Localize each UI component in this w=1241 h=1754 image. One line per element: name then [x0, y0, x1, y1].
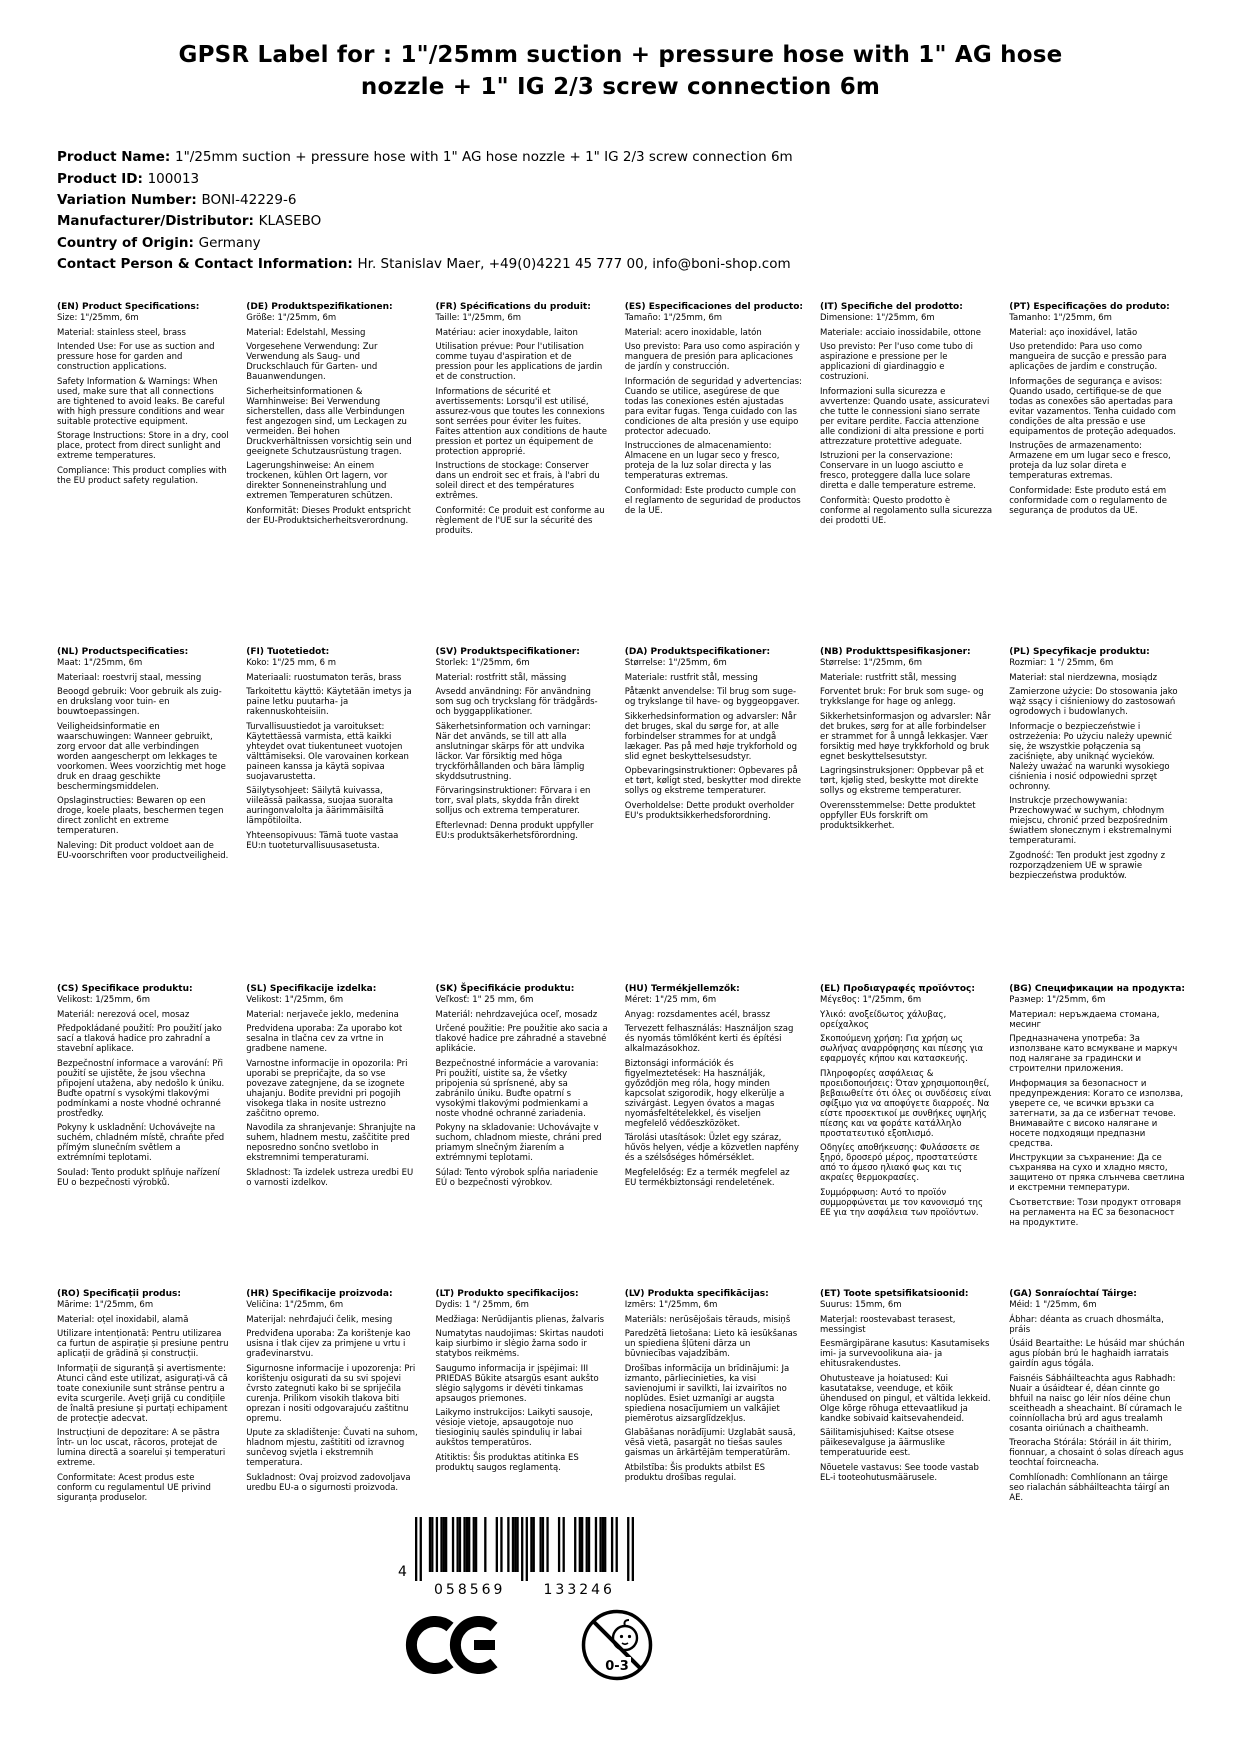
compliance-symbols	[402, 1608, 1241, 1682]
lang-block-lt	[436, 1289, 608, 1472]
lang-block-da-para-1: Materiale: rustfrit stål, messing	[624, 672, 758, 683]
lang-block-heading-pt: (PT) Especificações do produto:	[1009, 302, 1170, 313]
lang-block-lv-para-0: Izmērs: 1"/25mm, 6m	[624, 1300, 718, 1311]
lang-block-nl-para-1: Materiaal: roestvrij staal, messing	[57, 672, 202, 683]
lang-block-heading-sk: (SK) Špecifikácie produktu:	[435, 984, 575, 995]
lang-block-el-para-4: Οδηγίες αποθήκευσης: Φυλάσσετε σε ξηρό, δροσερό μέρος, προστατεύστε από το άμεσο ηλιακό φως και τις ακραίες θερμοκρασίες.	[820, 1143, 980, 1184]
lang-block-de-para-4: Lagerungshinweise: An einem trockenen, kühlen Ort lagern, vor direkter Sonneneinstrahlung und extremen Temperaturen schützen.	[246, 461, 393, 502]
lang-block-nb-para-2: Forventet bruk: For bruk som suge- og trykkslange for hage og anlegg.	[820, 687, 984, 708]
lang-block-heading-nb: (NB) Produkttspesifikasjoner:	[820, 647, 971, 658]
lang-block-nl	[57, 647, 229, 860]
lang-block-it-para-4: Istruzioni per la conservazione: Conservare in un luogo asciutto e fresco, proteggere dalla luce solare diretta e dalle temperature estreme.	[820, 451, 976, 492]
lang-block-fr-para-0: Taille: 1"/25mm, 6m	[435, 313, 522, 324]
lang-block-pt-para-4: Instruções de armazenamento: Armazene em um lugar seco e fresco, proteja da luz solar direta e temperaturas extremas.	[1009, 441, 1171, 482]
lang-block-fr-para-3: Informations de sécurité et avertissements: Lorsqu'il est utilisé, assurez-vous que toutes les connexions sont serrées pour éviter les fuites. Faites attention aux conditions de haute pression et portez un équipement de protection approprié.	[435, 386, 607, 457]
lang-block-hr-para-3: Sigurnosne informacije i upozorenja: Pri korištenju osigurati da su svi spojevi čvrsto zategnuti kako bi se spriječila curenja. Prilikom visokih tlakova biti oprezan i nositi odgovarajuću zaštitnu opremu.	[246, 1363, 416, 1424]
lang-block-fi-para-0: Koko: 1"/25 mm, 6 m	[246, 658, 337, 669]
lang-block-lv	[625, 1289, 803, 1482]
lang-block-pt-para-0: Tamanho: 1"/25mm, 6m	[1009, 313, 1112, 324]
lang-block-et-para-2: Eesmärgipärane kasutus: Kasutamiseks imi- ja survevoolikuna aia- ja ehitusrakendustes.	[820, 1339, 990, 1370]
lang-block-bg-para-1: Материал: неръждаема стомана, месинг	[1009, 1009, 1160, 1030]
lang-block-heading-fr: (FR) Spécifications du produit:	[435, 302, 591, 313]
lang-block-hr-para-2: Predviđena uporaba: Za korištenje kao usisna i tlak cijev za primjene u vrtu i građevinarstvu.	[246, 1329, 411, 1360]
lang-block-de-para-1: Material: Edelstahl, Messing	[246, 327, 366, 338]
lang-block-es-para-3: Información de seguridad y advertencias: Cuando se utilice, asegúrese de que todas las conexiones estén ajustadas para evitar fugas. Tenga cuidado con las condiciones de alta presión y use equipo protector adecuado.	[624, 376, 802, 437]
lang-block-heading-bg: (BG) Спецификации на продукта:	[1009, 984, 1185, 995]
lang-block-cs-para-0: Velikost: 1/25mm, 6m	[57, 995, 150, 1006]
ce-mark-icon	[402, 1616, 502, 1674]
info-label: Manufacturer/Distributor:	[57, 213, 259, 230]
lang-block-sk-para-0: Veľkosť: 1" 25 mm, 6m	[435, 995, 534, 1006]
lang-block-fr-para-5: Conformité: Ce produit est conforme au règlement de l'UE sur la sécurité des produits.	[435, 505, 605, 536]
lang-block-sl-para-5: Skladnost: Ta izdelek ustreza uredbi EU o varnosti izdelkov.	[246, 1167, 414, 1188]
lang-block-pt-para-5: Conformidade: Este produto está em conformidade com o regulamento de segurança de produtos da UE.	[1009, 485, 1168, 516]
lang-block-it-para-5: Conformità: Questo prodotto è conforme al regolamento sulla sicurezza dei prodotti UE.	[820, 495, 993, 526]
lang-block-en-para-1: Material: stainless steel, brass	[57, 327, 186, 338]
lang-block-en-para-0: Size: 1"/25mm, 6m	[57, 313, 139, 324]
lang-block-sv-para-1: Material: rostfritt stål, mässing	[435, 672, 567, 683]
lang-block-heading-it: (IT) Specifiche del prodotto:	[820, 302, 963, 313]
lang-block-heading-ro: (RO) Specificații produs:	[57, 1289, 181, 1300]
lang-block-fr	[436, 302, 608, 535]
lang-block-nl-para-3: Veiligheidsinformatie en waarschuwingen: Wanneer gebruikt, zorg ervoor dat alle verbindingen worden aangescherpt om lekkages te voorkomen. Wees voorzichtig met hoge druk en draag geschikte beschermingsmiddelen.	[57, 721, 226, 792]
lang-block-pt-para-1: Material: aço inoxidável, latão	[1009, 327, 1138, 338]
lang-block-et-para-5: Nõuetele vastavus: See toode vastab EL-i tooteohutusmäärusele.	[820, 1462, 979, 1483]
lang-block-heading-sl: (SL) Specifikacije izdelka:	[246, 984, 377, 995]
svg-text:0-3: 0-3	[605, 1658, 629, 1674]
lang-block-el-para-0: Μέγεθος: 1"/25mm, 6m	[820, 995, 922, 1006]
lang-block-hr	[246, 1289, 418, 1492]
lang-block-hu-para-0: Méret: 1"/25 mm, 6m	[624, 995, 717, 1006]
lang-block-en-para-2: Intended Use: For use as suction and pressure hose for garden and construction applications.	[57, 342, 215, 373]
lang-block-de	[246, 302, 418, 525]
lang-block-et-para-4: Säilitamisjuhised: Kaitse otsese päikesevalguse ja äärmuslike temperatuuride eest.	[820, 1428, 954, 1459]
lang-block-sl-para-1: Material: nerjaveče jeklo, medenina	[246, 1009, 399, 1020]
lang-block-fi-para-2: Tarkoitettu käyttö: Käytetään imetys ja paine letku puutarha- ja rakennuskohteisiin.	[246, 687, 412, 718]
lang-block-pt-para-3: Informações de segurança e avisos: Quando usado, certifique-se de que todas as conexões são apertadas para evitar vazamentos. Tenha cuidado com condições de alta pressão e use equipamentos de proteção adequados.	[1009, 376, 1176, 437]
lang-block-heading-fi: (FI) Tuotetiedot:	[246, 647, 330, 658]
lang-block-hr-para-1: Materijal: nehrđajući čelik, mesing	[246, 1314, 393, 1325]
info-label: Product Name:	[57, 149, 175, 166]
lang-block-hu-para-1: Anyag: rozsdamentes acél, brassz	[624, 1009, 771, 1020]
lang-block-ga	[1009, 1289, 1185, 1502]
lang-block-el-para-2: Σκοπούμενη χρήση: Για χρήση ως σωλήνας αναρρόφησης και πίεσης για εφαρμογές κήπου και κατασκευής.	[820, 1034, 984, 1065]
lang-block-lt-para-2: Numatytas naudojimas: Skirtas naudoti kaip siurbimo ir slėgio žarna sodo ir statybos reikmėms.	[435, 1329, 604, 1360]
lang-block-es	[625, 302, 803, 515]
lang-block-lv-para-3: Drošības informācija un brīdinājumi: Ja izmanto, pārliecinieties, ka visi savienojumi ir savilkti, lai izvairītos no noplūdes. Esiet uzmanīgi ar augsta spiediena nosacījumiem un valkājiet piemērotus aizsarglīdzekļus.	[624, 1363, 790, 1424]
lang-block-sv-para-3: Säkerhetsinformation och varningar: När det används, se till att alla anslutningar skärps för att undvika läckor. Var försiktig med höga tryckförhållanden och bära lämplig skyddsutrustning.	[435, 721, 591, 782]
lang-block-fi-para-1: Materiaali: ruostumaton teräs, brass	[246, 672, 402, 683]
barcode-leading-digit: 4	[398, 1563, 407, 1580]
lang-block-de-para-3: Sicherheitsinformationen & Warnhinweise: Bei Verwendung sicherstellen, dass alle Verbindungen fest angezogen sind, um Leckagen zu vermeiden. Bei hohen Druckverhältnissen vorsichtig sein und geeignete Schutzausrüstung tragen.	[246, 386, 412, 457]
lang-block-lt-para-4: Laikymo instrukcijos: Laikyti sausoje, vėsioje vietoje, apsaugotoje nuo tiesioginių saulės spindulių ir labai aukštos temperatūros.	[435, 1408, 593, 1449]
lang-block-hr-para-4: Upute za skladištenje: Čuvati na suhom, hladnom mjestu, zaštititi od izravnog sunčevog svjetla i ekstremnih temperatura.	[246, 1428, 418, 1469]
lang-block-cs	[57, 984, 229, 1187]
lang-block-heading-ga: (GA) Sonraíochtaí Táirge:	[1009, 1289, 1137, 1300]
lang-block-nb-para-5: Overensstemmelse: Dette produktet oppfyller EUs forskrift om produktsikkerhet.	[820, 800, 976, 831]
lang-block-sv-para-2: Avsedd användning: För användning som sug och tryckslang för trädgårds- och byggapplikationer.	[435, 687, 598, 718]
lang-block-heading-sv: (SV) Produktspecifikationer:	[435, 647, 580, 658]
lang-block-lv-para-4: Glabāšanas norādījumi: Uzglabāt sausā, vēsā vietā, pasargāt no tiešas saules gaismas un ārkārtējām temperatūrām.	[624, 1428, 796, 1459]
lang-block-heading-et: (ET) Toote spetsifikatsioonid:	[820, 1289, 969, 1300]
lang-block-de-para-2: Vorgesehene Verwendung: Zur Verwendung als Saug- und Druckschlauch für Garten- und Bauanwendungen.	[246, 342, 378, 383]
lang-block-hu	[625, 984, 803, 1187]
lang-block-it	[820, 302, 992, 525]
lang-block-en	[57, 302, 229, 485]
lang-block-ro-para-0: Mărime: 1"/25mm, 6m	[57, 1300, 154, 1311]
lang-block-cs-para-1: Materiál: nerezová ocel, mosaz	[57, 1009, 190, 1020]
product-info-line-2	[57, 190, 1241, 211]
product-info-line-5	[57, 254, 1241, 275]
lang-block-et-para-1: Materjal: roostevabast terasest, messingist	[820, 1314, 956, 1335]
lang-block-heading-de: (DE) Produktspezifikationen:	[246, 302, 393, 313]
lang-block-nl-para-2: Beoogd gebruik: Voor gebruik als zuig- en drukslang voor tuin- en bouwtoepassingen.	[57, 687, 222, 718]
lang-block-nb	[820, 647, 992, 830]
info-label: Contact Person & Contact Information:	[57, 256, 358, 273]
lang-block-it-para-1: Materiale: acciaio inossidabile, ottone	[820, 327, 981, 338]
lang-block-sk-para-5: Súlad: Tento výrobok spĺňa nariadenie EÚ o bezpečnosti výrobkov.	[435, 1167, 598, 1188]
lang-block-sk-para-3: Bezpečnostné informácie a varovania: Pri použití, uistite sa, že všetky pripojenia sú sprísnené, aby sa zabránilo úniku. Buďte opatrní s vysokými tlakovými podmienkami a noste vhodné ochranné zariadenia.	[435, 1058, 599, 1119]
lang-block-nl-para-5: Naleving: Dit product voldoet aan de EU-voorschriften voor productveiligheid.	[57, 840, 229, 861]
lang-block-et-para-0: Suurus: 15mm, 6m	[820, 1300, 902, 1311]
lang-block-hu-para-4: Tárolási utasítások: Üzlet egy száraz, hűvös helyen, védje a közvetlen napfény és a szélsőséges hőmérséklet.	[624, 1133, 799, 1164]
lang-block-pl	[1009, 647, 1185, 880]
lang-block-da	[625, 647, 803, 820]
lang-block-da-para-2: Påtænkt anvendelse: Til brug som suge- og trykslange til have- og byggeopgaver.	[624, 687, 800, 708]
lang-block-ro-para-2: Utilizare intenționată: Pentru utilizarea ca furtun de aspirație și presiune pentru aplicații de grădină și construcții.	[57, 1329, 229, 1360]
lang-block-it-para-0: Dimensione: 1"/25mm, 6m	[820, 313, 935, 324]
lang-block-pl-para-0: Rozmiar: 1 "/ 25mm, 6m	[1009, 658, 1114, 669]
lang-block-es-para-2: Uso previsto: Para uso como aspiración y manguera de presión para aplicaciones de jardín y construcción.	[624, 342, 800, 373]
barcode-left-group: 058569	[434, 1581, 506, 1598]
info-label: Variation Number:	[57, 192, 202, 209]
lang-block-bg-para-2: Предназначена употреба: За използване като всмукване и маркуч под налягане за градински и строителни приложения.	[1009, 1034, 1178, 1075]
lang-block-hu-para-2: Tervezett felhasználás: Használjon szag és nyomás tömlőként kerti és építési alkalmazásokhoz.	[624, 1024, 794, 1055]
product-info-line-0	[57, 147, 1241, 168]
lang-block-ro-para-4: Instrucțiuni de depozitare: A se păstra într- un loc uscat, răcoros, protejat de lumina directă a soarelui și temperaturi extreme.	[57, 1428, 226, 1469]
age-warning-0-3-icon	[580, 1608, 654, 1682]
lang-block-el	[820, 984, 992, 1217]
lang-block-sv-para-0: Storlek: 1"/25mm, 6m	[435, 658, 530, 669]
lang-block-da-para-3: Sikkerhedsinformation og advarsler: Når det bruges, skal du sørge for, at alle forbindelser strammes for at undgå lækager. Pas på med høje trykforhold og slid egnet beskyttelsesudstyr.	[624, 711, 798, 762]
lang-block-nl-para-0: Maat: 1"/25mm, 6m	[57, 658, 143, 669]
lang-block-lt-para-1: Medžiaga: Nerūdijantis plienas, žalvaris	[435, 1314, 605, 1325]
lang-block-pl-para-5: Zgodność: Ten produkt jest zgodny z rozporządzeniem UE w sprawie bezpieczeństwa produktów.	[1009, 850, 1166, 881]
page-title: GPSR Label for : 1"/25mm suction + pressure hose with 1" AG hose nozzle + 1" IG 2/3 screw connection 6m	[178, 42, 1063, 100]
lang-block-el-para-1: Υλικό: ανοξείδωτος χάλυβας, ορείχαλκος	[820, 1009, 947, 1030]
lang-block-lt-para-0: Dydis: 1 "/ 25mm, 6m	[435, 1300, 529, 1311]
product-info-line-3	[57, 211, 1241, 232]
lang-block-heading-hu: (HU) Termékjellemzők:	[624, 984, 740, 995]
lang-block-bg	[1009, 984, 1185, 1227]
info-value: Germany	[198, 234, 261, 251]
lang-block-lv-para-1: Materiāls: nerūsējošais tērauds, misiņš	[624, 1314, 791, 1325]
lang-block-ga-para-2: Úsáid Beartaithe: Le húsáid mar shúchán agus píobán brú le haghaidh iarratais gairdín agus tógála.	[1009, 1339, 1185, 1370]
product-info	[57, 147, 1241, 275]
lang-block-en-para-5: Compliance: This product complies with the EU product safety regulation.	[57, 465, 227, 486]
language-grid	[57, 302, 1185, 1502]
lang-block-da-para-5: Overholdelse: Dette produkt overholder EU's produktsikkerhedsforordning.	[624, 800, 795, 821]
lang-block-ro-para-5: Conformitate: Acest produs este conform cu regulamentul UE privind siguranța produselor.	[57, 1472, 211, 1503]
lang-block-nb-para-4: Lagringsinstruksjoner: Oppbevar på et tørt, kjølig sted, beskytte mot direkte sollys og ekstreme temperaturer.	[820, 766, 984, 797]
lang-block-nb-para-0: Størrelse: 1"/25mm, 6m	[820, 658, 923, 669]
lang-block-en-para-3: Safety Information & Warnings: When used, make sure that all connections are tightened to avoid leaks. Be careful with high pressure conditions and wear suitable protective equipment.	[57, 376, 225, 427]
lang-block-hr-para-0: Veličina: 1"/25mm, 6m	[246, 1300, 344, 1311]
lang-block-ga-para-0: Méid: 1 "/25mm, 6m	[1009, 1300, 1097, 1311]
lang-block-fi-para-4: Säilytysohjeet: Säilytä kuivassa, viileässä paikassa, suojaa suoralta auringonvalolta ja äärimmäisiltä lämpötiloilta.	[246, 786, 394, 827]
lang-block-heading-lv: (LV) Produkta specifikācijas:	[624, 1289, 769, 1300]
info-value: 100013	[147, 170, 200, 187]
product-info-line-1	[57, 169, 1241, 190]
barcode	[398, 1517, 658, 1598]
lang-block-heading-nl: (NL) Productspecificaties:	[57, 647, 189, 658]
lang-block-pl-para-2: Zamierzone użycie: Do stosowania jako wąż ssący i ciśnieniowy do zastosowań ogrodowych i budowlanych.	[1009, 687, 1178, 718]
lang-block-fr-para-2: Utilisation prévue: Pour l'utilisation comme tuyau d'aspiration et de pression pour les applications de jardin et de construction.	[435, 342, 603, 383]
lang-block-ro	[57, 1289, 229, 1502]
lang-block-pt	[1009, 302, 1185, 515]
lang-block-sv-para-5: Efterlevnad: Denna produkt uppfyller EU:s produktsäkerhetsförordning.	[435, 820, 594, 841]
lang-block-sv-para-4: Förvaringsinstruktioner: Förvara i en torr, sval plats, skydda från direkt solljus och extrema temperaturer.	[435, 786, 591, 817]
lang-block-heading-el: (EL) Προδιαγραφές προϊόντος:	[820, 984, 975, 995]
lang-block-fi	[246, 647, 418, 850]
lang-block-heading-es: (ES) Especificaciones del producto:	[624, 302, 803, 313]
lang-block-pt-para-2: Uso pretendido: Para uso como mangueira de sucção e pressão para aplicações de jardim e construção.	[1009, 342, 1167, 373]
lang-block-en-para-4: Storage Instructions: Store in a dry, cool place, protect from direct sunlight and extreme temperatures.	[57, 431, 229, 462]
barcode-right-group: 133246	[543, 1581, 615, 1598]
lang-block-cs-para-5: Soulad: Tento produkt splňuje nařízení EU o bezpečnosti výrobků.	[57, 1167, 220, 1188]
lang-block-nl-para-4: Opslaginstructies: Bewaren op een droge, koele plaats, beschermen tegen direct zonlicht en extreme temperaturen.	[57, 796, 224, 837]
lang-block-sk-para-2: Určené použitie: Pre použitie ako sacia a tlakové hadice pre záhradné a stavebné aplikácie.	[435, 1024, 608, 1055]
lang-block-el-para-3: Πληροφορίες ασφάλειας & προειδοποιήσεις: Όταν χρησιμοποιηθεί, βεβαιωθείτε ότι όλες οι συνδέσεις είναι σφίξιμο για να αποφύγετε διαρροές. Να είστε προσεκτικοί με συνθήκες υψηλής πίεσης και να φοράτε κατάλληλο προστατευτικό εξοπλισμό.	[820, 1068, 992, 1139]
lang-block-fr-para-1: Matériau: acier inoxydable, laiton	[435, 327, 578, 338]
lang-block-de-para-5: Konformität: Dieses Produkt entspricht der EU-Produktsicherheitsverordnung.	[246, 505, 411, 526]
lang-block-sl-para-2: Predvidena uporaba: Za uporabo kot sesalna in tlačna cev za vrtne in gradbene namene.	[246, 1024, 403, 1055]
lang-block-ro-para-1: Material: oțel inoxidabil, alamă	[57, 1314, 189, 1325]
lang-block-nb-para-3: Sikkerhetsinformasjon og advarsler: Når det brukes, sørg for at alle forbindelser er strammet for å unngå lekkasjer. Vær forsiktig med høye trykkforhold og bruk egnet beskyttelsesutstyr.	[820, 711, 991, 762]
lang-block-sk-para-1: Materiál: nehrdzavejúca oceľ, mosadz	[435, 1009, 598, 1020]
lang-block-bg-para-0: Размер: 1"/25mm, 6m	[1009, 995, 1106, 1006]
lang-block-lv-para-2: Paredzētā lietošana: Lieto kā iesūkšanas un spiediena šļūteni dārza un būvniecības vajadzībām.	[624, 1329, 798, 1360]
lang-block-es-para-1: Material: acero inoxidable, latón	[624, 327, 762, 338]
lang-block-et	[820, 1289, 992, 1482]
info-value: BONI-42229-6	[201, 192, 297, 209]
lang-block-sk-para-4: Pokyny na skladovanie: Uchovávajte v suchom, chladnom mieste, chráni pred priamym slnečným žiarením a extrémnymi teplotami.	[435, 1123, 602, 1164]
info-label: Product ID:	[57, 170, 148, 187]
info-label: Country of Origin:	[57, 234, 199, 251]
lang-block-es-para-4: Instrucciones de almacenamiento: Almacene en un lugar seco y fresco, proteja de la luz solar directa y las temperaturas extremas.	[624, 441, 780, 482]
lang-block-it-para-3: Informazioni sulla sicurezza e avvertenze: Quando usate, assicuratevi che tutte le connessioni siano serrate per evitare perdite. Faccia attenzione alle condizioni di alta pressione e porti attrezzature protettive adeguate.	[820, 386, 990, 447]
lang-block-hu-para-3: Biztonsági információk és figyelmeztetések: Ha használják, győződjön meg róla, hogy minden kapcsolat szigorodik, hogy elkerülje a szivárgást. Legyen óvatos a magas nyomásfeltételekkel, és viseljen megfelelő védőeszközöket.	[624, 1058, 785, 1129]
product-info-line-4	[57, 233, 1241, 254]
lang-block-sv	[436, 647, 608, 840]
lang-block-heading-cs: (CS) Specifikace produktu:	[57, 984, 193, 995]
lang-block-bg-para-4: Инструкции за съхранение: Да се съхранява на сухо и хладно място, защитено от пряка слънчева светлина и екстремни температури.	[1009, 1153, 1185, 1194]
lang-block-el-para-5: Συμμόρφωση: Αυτό το προϊόν συμμορφώνεται με τον κανονισμό της ΕΕ για την ασφάλεια των προϊόντων.	[820, 1187, 983, 1218]
lang-block-hr-para-5: Sukladnost: Ovaj proizvod zadovoljava uredbu EU-a o sigurnosti proizvoda.	[246, 1472, 411, 1493]
lang-block-cs-para-4: Pokyny k uskladnění: Uchovávejte na suchém, chladném místě, chraňte před přímým slunečním světlem a extrémními teplotami.	[57, 1123, 225, 1164]
lang-block-ro-para-3: Informații de siguranță și avertismente: Atunci când este utilizat, asigurați-vă că toate conexiunile sunt strânse pentru a evita scurgerile. Aveți grijă cu condițiile de înaltă presiune și purtați echipament de protecție adecvat.	[57, 1363, 228, 1424]
lang-block-bg-para-5: Съответствие: Този продукт отговаря на регламента на ЕС за безопасност на продуктите.	[1009, 1197, 1182, 1228]
lang-block-sk	[436, 984, 608, 1187]
lang-block-fi-para-3: Turvallisuustiedot ja varoitukset: Käytettäessä varmista, että kaikki yhteydet ovat tiukentuneet vuotojen välttämiseksi. Ole varovainen korkean paineen kanssa ja käytä sopivaa suojavarustetta.	[246, 721, 409, 782]
lang-block-ga-para-4: Treoracha Stórála: Stóráil in áit thirim, fionnuar, a chosaint ó solas díreach agus teochtaí foircneacha.	[1009, 1438, 1184, 1469]
lang-block-ga-para-1: Ábhar: déanta as cruach dhosmálta, práis	[1009, 1314, 1164, 1335]
lang-block-heading-hr: (HR) Specifikacije proizvoda:	[246, 1289, 393, 1300]
lang-block-cs-para-3: Bezpečnostní informace a varování: Při použití se ujistěte, že jsou všechna připojení utažena, aby nedošlo k úniku. Buďte opatrní s vysokými tlakovými podmínkami a noste vhodné ochranné prostředky.	[57, 1058, 225, 1119]
lang-block-pl-para-4: Instrukcje przechowywania: Przechowywać w suchym, chłodnym miejscu, chronić przed bezpośrednim światłem słonecznym i ekstremalnymi temperaturami.	[1009, 796, 1172, 847]
lang-block-sl	[246, 984, 418, 1187]
lang-block-sl-para-4: Navodila za shranjevanje: Shranjujte na suhem, hladnem mestu, zaščitite pred neposredno sončno svetlobo in ekstremnimi temperaturami.	[246, 1123, 416, 1164]
lang-block-nb-para-1: Materiale: rustfritt stål, messing	[820, 672, 957, 683]
lang-block-heading-lt: (LT) Produkto specifikacijos:	[435, 1289, 579, 1300]
lang-block-et-para-3: Ohutusteave ja hoiatused: Kui kasutatakse, veenduge, et kõik ühendused on pingul, et vältida lekkeid. Olge kõrge rõhuga ettevaatlikud ja kandke sobivaid kaitsevahendeid.	[820, 1373, 991, 1424]
barcode-bars	[415, 1517, 634, 1581]
lang-block-pl-para-3: Informacje o bezpieczeństwie i ostrzeżenia: Po użyciu należy upewnić się, że wszystkie połączenia są zaciśnięte, aby uniknąć wycieków. Należy uważać na warunki wysokiego ciśnienia i nosić odpowiedni sprzęt ochronny.	[1009, 721, 1173, 792]
info-value: Hr. Stanislav Maer, +49(0)4221 45 777 00, info@boni-shop.com	[357, 256, 791, 273]
lang-block-bg-para-3: Информация за безопасност и предупреждения: Когато се използва, уверете се, че всички връзки са затегнати, за да се избегнат течове. Внимавайте с високо налягане и носете подходящи предпазни средства.	[1009, 1078, 1184, 1149]
lang-block-pl-para-1: Materiał: stal nierdzewna, mosiądz	[1009, 672, 1158, 683]
lang-block-es-para-5: Conformidad: Este producto cumple con el reglamento de seguridad de productos de la UE.	[624, 485, 801, 516]
info-value: 1"/25mm suction + pressure hose with 1" AG hose nozzle + 1" IG 2/3 screw connection 6m	[175, 149, 793, 166]
lang-block-heading-pl: (PL) Specyfikacje produktu:	[1009, 647, 1150, 658]
lang-block-lt-para-5: Atitiktis: Šis produktas atitinka ES produktų saugos reglamentą.	[435, 1452, 579, 1473]
lang-block-da-para-4: Opbevaringsinstruktioner: Opbevares på et tørt, køligt sted, beskytter mod direkte sollys og ekstreme temperaturer.	[624, 766, 801, 797]
lang-block-heading-en: (EN) Product Specifications:	[57, 302, 200, 313]
lang-block-fr-para-4: Instructions de stockage: Conserver dans un endroit sec et frais, à l'abri du soleil direct et des températures extrêmes.	[435, 461, 600, 502]
lang-block-ga-para-3: Faisnéis Sábháilteachta agus Rabhadh: Nuair a úsáidtear é, déan cinnte go bhfuil na naisc go léir níos déine chun sceitheadh a sheachaint. Bí cúramach le coinníollacha brú ard agus trealamh cosanta oiriúnach a chaitheamh.	[1009, 1373, 1183, 1434]
info-value: KLASEBO	[258, 213, 322, 230]
lang-block-ga-para-5: Comhlíonadh: Comhlíonann an táirge seo rialachán sábháilteachta táirgí an AE.	[1009, 1472, 1170, 1503]
lang-block-sl-para-0: Velikost: 1"/25mm, 6m	[246, 995, 344, 1006]
lang-block-da-para-0: Størrelse: 1"/25mm, 6m	[624, 658, 727, 669]
lang-block-lv-para-5: Atbilstība: Šis produkts atbilst ES produktu drošības regulai.	[624, 1462, 766, 1483]
lang-block-es-para-0: Tamaño: 1"/25mm, 6m	[624, 313, 723, 324]
lang-block-heading-da: (DA) Produktspecifikationer:	[624, 647, 771, 658]
lang-block-lt-para-3: Saugumo informacija ir įspėjimai: III PRIEDAS Būkite atsargūs esant aukšto slėgio sąlygoms ir dėvėti tinkamas apsaugos priemones.	[435, 1363, 599, 1404]
lang-block-fi-para-5: Yhteensopivuus: Tämä tuote vastaa EU:n tuoteturvallisuusasetusta.	[246, 830, 399, 851]
lang-block-cs-para-2: Předpokládané použití: Pro použití jako sací a tlaková hadice pro zahradní a stavební aplikace.	[57, 1024, 222, 1055]
lang-block-it-para-2: Uso previsto: Per l'uso come tubo di aspirazione e pressione per le applicazioni di giardinaggio e costruzioni.	[820, 342, 973, 383]
barcode-digits	[415, 1582, 634, 1598]
lang-block-de-para-0: Größe: 1"/25mm, 6m	[246, 313, 337, 324]
lang-block-sl-para-3: Varnostne informacije in opozorila: Pri uporabi se prepričajte, da so vse povezave zategnjene, da se izognete uhajanju. Bodite previdni pri pogojih visokega tlaka in nosite ustrezno zaščitno opremo.	[246, 1058, 408, 1119]
lang-block-hu-para-5: Megfelelőség: Ez a termék megfelel az EU termékbiztonsági rendeletének.	[624, 1167, 790, 1188]
